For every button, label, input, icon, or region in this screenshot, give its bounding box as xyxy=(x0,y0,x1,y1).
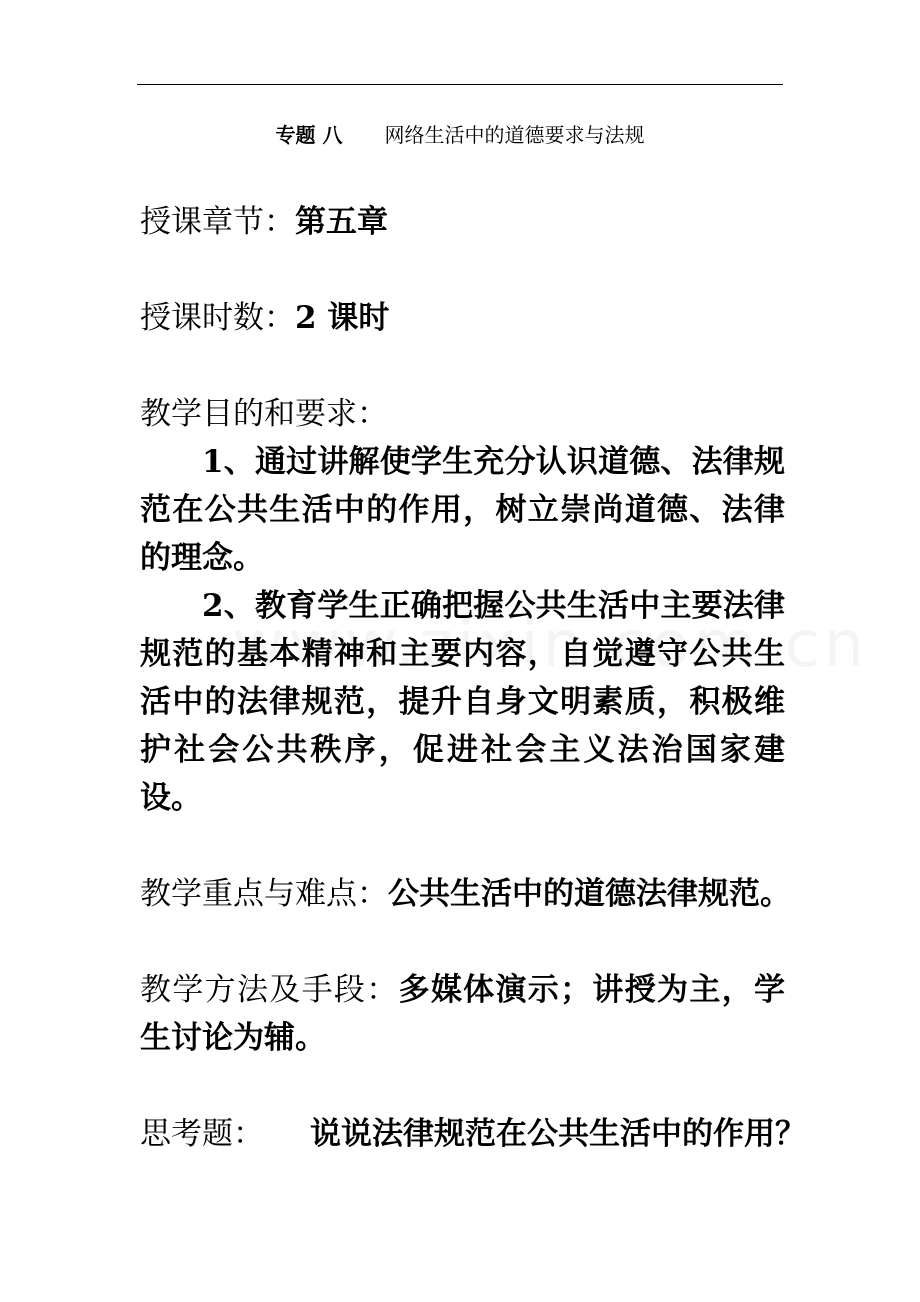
objective-item-1: 1、通过讲解使学生充分认识道德、法律规范在公共生活中的作用，树立崇尚道德、法律的理念。 xyxy=(140,444,785,576)
chapter-value: 第五章 xyxy=(295,204,388,240)
question-value: 说说法律规范在公共生活中的作用？ xyxy=(310,1116,806,1152)
key-points-line xyxy=(140,870,791,918)
methods-label: 教学方法及手段： xyxy=(140,972,399,1008)
question-line xyxy=(140,1110,806,1158)
methods-value: 多媒体演示；讲授为主，学生讨论为辅。 xyxy=(140,972,786,1056)
key-points-value: 公共生活中的道德法律规范。 xyxy=(388,876,791,912)
objective-item-2: 2、教育学生正确把握公共生活中主要法律规范的基本精神和主要内容，自觉遵守公共生活中的法律规范，提升自身文明素质，积极维护社会公共秩序，促进社会主义法治国家建设。 xyxy=(140,588,785,816)
lesson-plan xyxy=(140,198,806,1158)
question-label: 思考题： xyxy=(140,1116,264,1152)
page-header xyxy=(0,122,920,148)
header-rule xyxy=(137,84,783,85)
hours-line xyxy=(140,294,785,342)
chapter-line xyxy=(140,198,785,246)
hours-value: 2 课时 xyxy=(295,300,390,336)
methods-line xyxy=(140,966,785,1062)
topic-title: 网络生活中的道德要求与法规 xyxy=(384,123,645,147)
chapter-label: 授课章节： xyxy=(140,204,295,240)
hours-label: 授课时数： xyxy=(140,300,295,336)
topic-number: 专题 八 xyxy=(275,123,343,147)
objectives-label: 教学目的和要求： xyxy=(140,396,388,432)
key-points-label: 教学重点与难点： xyxy=(140,876,388,912)
